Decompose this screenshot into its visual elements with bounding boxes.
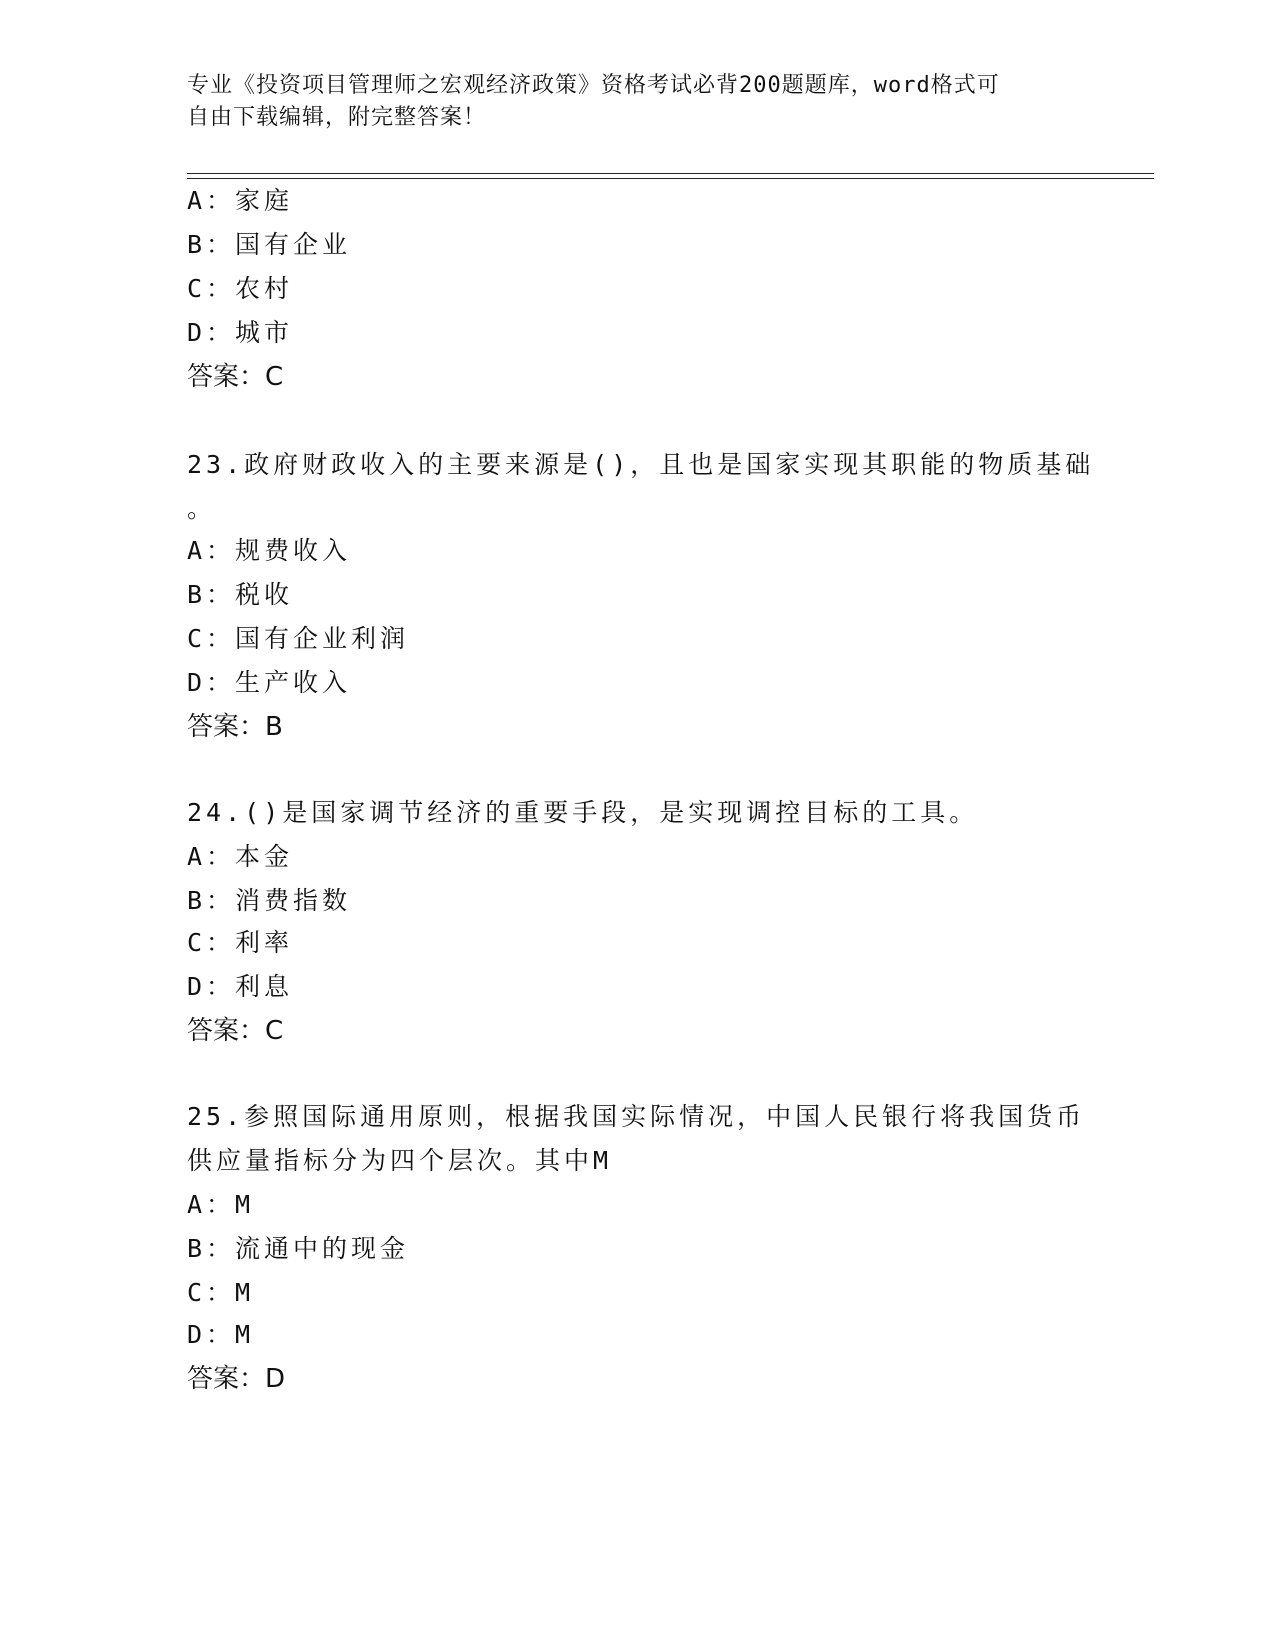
q22-option-c: C：农村 [187, 274, 294, 303]
header-title-line-1: 专业《投资项目管理师之宏观经济政策》资格考试必背200题题库，word格式可 [187, 73, 1000, 98]
q23-option-a: A：规费收入 [187, 536, 352, 565]
q23-option-c: C：国有企业利润 [187, 624, 410, 653]
q22-answer: 答案：C [187, 362, 284, 392]
q23-option-d: D：生产收入 [187, 668, 352, 697]
q23-answer: 答案：B [187, 712, 283, 742]
header-rule-top [187, 173, 1154, 174]
q24-option-b: B：消费指数 [187, 886, 352, 915]
q25-answer: 答案：D [187, 1364, 286, 1394]
q22-option-a: A：家庭 [187, 186, 294, 215]
q24-answer: 答案：C [187, 1016, 284, 1046]
q22-option-d: D：城市 [187, 318, 294, 347]
q25-option-c: C：M [187, 1278, 255, 1307]
q23-stem-line-1: 23.政府财政收入的主要来源是()，且也是国家实现其职能的物质基础 [187, 450, 1095, 479]
q25-option-a: A：M [187, 1190, 255, 1219]
q25-option-d: D：M [187, 1320, 255, 1349]
header-rule-bottom [187, 178, 1154, 179]
q24-option-a: A：本金 [187, 842, 294, 871]
q24-stem-line-1: 24.()是国家调节经济的重要手段，是实现调控目标的工具。 [187, 798, 979, 827]
q24-option-c: C：利率 [187, 928, 294, 957]
q23-option-b: B：税收 [187, 580, 294, 609]
q25-option-b: B：流通中的现金 [187, 1234, 410, 1263]
q23-stem-line-2: 。 [187, 494, 217, 523]
q25-stem-line-1: 25.参照国际通用原则，根据我国实际情况，中国人民银行将我国货币 [187, 1102, 1086, 1131]
q24-option-d: D：利息 [187, 972, 294, 1001]
q25-stem-line-2: 供应量指标分为四个层次。其中M [187, 1146, 613, 1175]
header-title-line-2: 自由下载编辑，附完整答案！ [187, 105, 487, 130]
q22-option-b: B：国有企业 [187, 230, 352, 259]
